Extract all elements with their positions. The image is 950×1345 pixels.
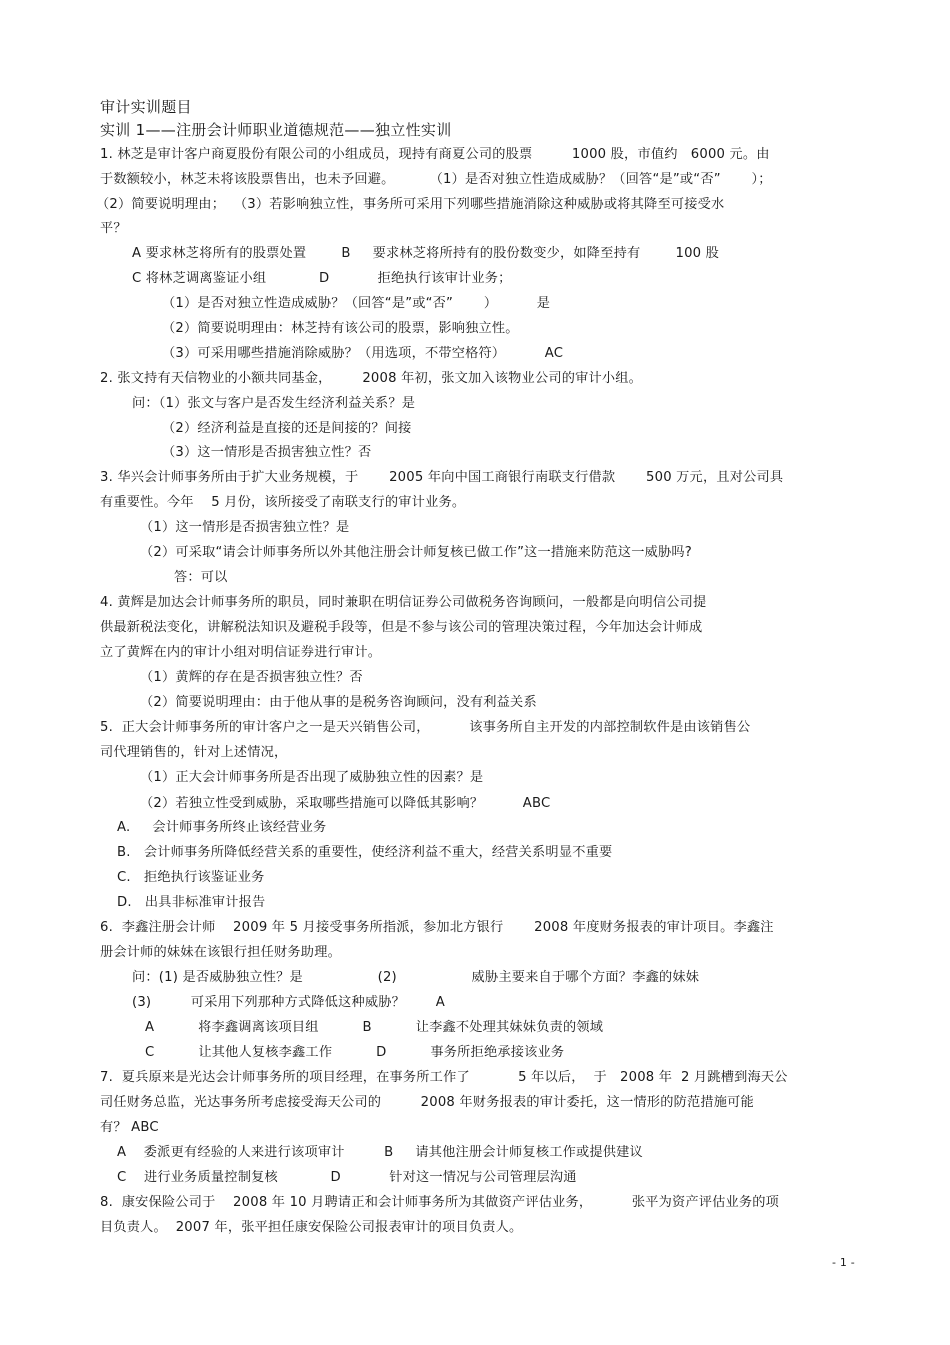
- text-line: C 将林芝调离鉴证小组 D 拒绝执行该审计业务；: [132, 271, 512, 286]
- text-line: 立了黄辉在内的审计小组对明信证券进行审计。: [100, 645, 382, 660]
- text-line: 有重要性。今年 5 月份，该所接受了南联支行的审计业务。: [100, 495, 466, 510]
- text-line: 目负责人。 2007 年，张平担任康安保险公司报表审计的项目负责人。: [100, 1220, 523, 1235]
- text-line: 6. 李鑫注册会计师 2009 年 5 月接受事务所指派，参加北方银行 2008 年度财务报表的审计项目。李鑫注: [100, 920, 774, 935]
- text-line: C. 拒绝执行该鉴证业务: [117, 870, 265, 885]
- text-line: 司任财务总监，光达事务所考虑接受海天公司的 2008 年财务报表的审计委托，这一情形的防范措施可能: [100, 1095, 754, 1110]
- text-line: D. 出具非标准审计报告: [117, 895, 266, 910]
- text-line: （3）可采用哪些措施消除威胁？（用选项，不带空格符） AC: [162, 346, 564, 361]
- text-line: (3) 可采用下列那种方式降低这种威胁？ A: [132, 995, 445, 1010]
- text-line: 于数额较小，林芝未将该股票售出，也未予回避。 （1）是否对独立性造成威胁？（回答“是”或“否” ）；: [100, 172, 772, 187]
- text-line: 问：(1) 是否威胁独立性？是 (2) 威胁主要来自于哪个方面？李鑫的妹妹: [132, 970, 700, 985]
- text-line: 司代理销售的，针对上述情况，: [100, 745, 288, 760]
- text-line: 7. 夏兵原来是光达会计师事务所的项目经理，在事务所工作了 5 年以后， 于 2008 年 2 月跳槽到海天公: [100, 1070, 788, 1085]
- text-line: （2）简要说明理由：由于他从事的是税务咨询顾问，没有利益关系: [140, 695, 537, 710]
- text-line: 有？ ABC: [100, 1120, 159, 1135]
- text-line: （1）黄辉的存在是否损害独立性？否: [140, 670, 363, 685]
- text-line: 1. 林芝是审计客户商夏股份有限公司的小组成员，现持有商夏公司的股票 1000 股，市值约 6000 元。由: [100, 147, 770, 162]
- text-line: （1）这一情形是否损害独立性？是: [140, 520, 350, 535]
- text-line: （2）经济利益是直接的还是间接的？间接: [162, 421, 412, 436]
- text-line: 8. 康安保险公司于 2008 年 10 月聘请正和会计师事务所为其做资产评估业务， 张平为资产评估业务的项: [100, 1195, 780, 1210]
- text-line: 答：可以: [174, 570, 228, 585]
- text-line: 3. 华兴会计师事务所由于扩大业务规模，于 2005 年向中国工商银行南联支行借款 500 万元，且对公司具: [100, 470, 784, 485]
- text-line: （2）简要说明理由； （3）若影响独立性，事务所可采用下列哪些措施消除这种威胁或将其降至可接受水: [96, 197, 725, 212]
- page-number: - 1 -: [832, 1256, 855, 1269]
- text-line: 平？: [100, 221, 127, 236]
- text-line: （2）简要说明理由：林芝持有该公司的股票，影响独立性。: [162, 321, 519, 336]
- text-line: A 要求林芝将所有的股票处置 B 要求林芝将所持有的股份数变少，如降至持有 100 股: [132, 246, 720, 261]
- text-line: 5. 正大会计师事务所的审计客户之一是天兴销售公司， 该事务所自主开发的内部控制软件是由该销售公: [100, 720, 751, 735]
- text-line: B. 会计师事务所降低经营关系的重要性，使经济利益不重大，经营关系明显不重要: [117, 845, 613, 860]
- text-line: A 委派更有经验的人来进行该项审计 B 请其他注册会计师复核工作或提供建议: [117, 1145, 643, 1160]
- section-title: 实训 1——注册会计师职业道德规范——独立性实训: [100, 121, 452, 139]
- text-line: （3）这一情形是否损害独立性？否: [162, 445, 372, 460]
- text-line: 供最新税法变化，讲解税法知识及避税手段等，但是不参与该公司的管理决策过程，今年加达会计师成: [100, 620, 703, 635]
- text-line: （1）正大会计师事务所是否出现了威胁独立性的因素？是: [140, 770, 484, 785]
- text-line: 册会计师的妹妹在该银行担任财务助理。: [100, 945, 341, 960]
- text-line: 4. 黄辉是加达会计师事务所的职员，同时兼职在明信证券公司做税务咨询顾问，一般都是向明信公司提: [100, 595, 707, 610]
- text-line: 问：（1）张文与客户是否发生经济利益关系？是: [132, 396, 416, 411]
- text-line: 2. 张文持有天信物业的小额共同基金， 2008 年初，张文加入该物业公司的审计小组。: [100, 371, 643, 386]
- text-line: （1）是否对独立性造成威胁？（回答“是”或“否” ） 是: [162, 296, 551, 311]
- text-line: （2）若独立性受到威胁，采取哪些措施可以降低其影响？ ABC: [140, 796, 551, 811]
- text-line: A. 会计师事务所终止该经营业务: [117, 820, 327, 835]
- text-line: C 让其他人复核李鑫工作 D 事务所拒绝承接该业务: [145, 1045, 565, 1060]
- text-line: （2）可采取“请会计师事务所以外其他注册会计师复核已做工作”这一措施来防范这一威胁吗?: [140, 545, 692, 560]
- text-line: A 将李鑫调离该项目组 B 让李鑫不处理其妹妹负责的领域: [145, 1020, 604, 1035]
- page-title: 审计实训题目: [100, 98, 192, 116]
- text-line: C 进行业务质量控制复核 D 针对这一情况与公司管理层沟通: [117, 1170, 577, 1185]
